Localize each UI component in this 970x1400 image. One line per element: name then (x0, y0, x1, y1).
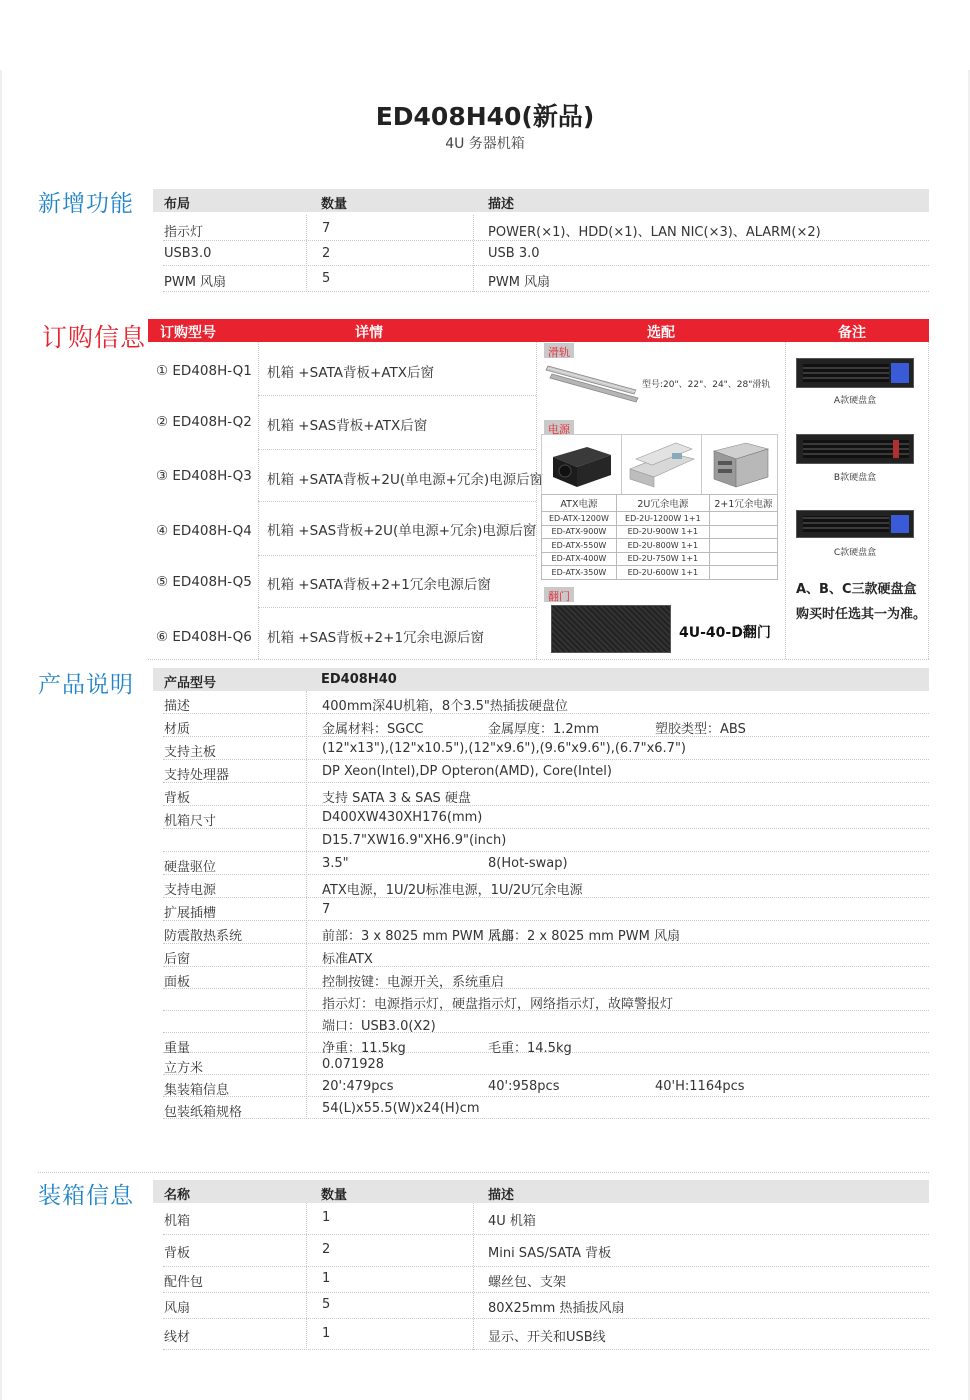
row-divider (258, 449, 536, 450)
table-row (163, 989, 929, 1011)
spec-value: (12"x13"),(12"x10.5"),(12"x9.6"),(9.6"x9.6"),(6.7"x6.7") (322, 741, 686, 756)
spec-label: 集装箱信息 (164, 1083, 230, 1098)
packing-table-header (153, 1180, 929, 1203)
spec-label: 材质 (164, 722, 191, 737)
table-row (163, 1235, 929, 1267)
drive-box-a-caption: A款硬盘盒 (833, 396, 877, 406)
column-divider (536, 342, 537, 659)
column-divider (473, 215, 474, 292)
spec-value: DP Xeon(Intel),DP Opteron(AMD), Core(Intel) (322, 764, 612, 779)
psu-cell: ED-ATX-550W (542, 539, 617, 553)
order-model-detail: 机箱 +SAS背板+2+1冗余电源后窗 (267, 630, 485, 646)
spec-value: 54(L)x55.5(W)x24(H)cm (322, 1101, 480, 1116)
atx-psu-image (547, 441, 615, 491)
column-divider (928, 342, 929, 659)
packing-cell: 2 (322, 1242, 331, 1257)
spec-value: 后部：2 x 8025 mm PWM 风扇 (488, 929, 680, 944)
rail-note: 型号:20"、22"、24"、28"滑轨 (642, 380, 771, 390)
table-row (542, 566, 778, 580)
row-divider (148, 659, 929, 660)
spec-value: 40':958pcs (488, 1079, 560, 1094)
features-cell: USB 3.0 (488, 246, 540, 261)
spec-value: 20':479pcs (322, 1079, 394, 1094)
table-row (163, 967, 929, 989)
order-section-title: 订购信息 (42, 323, 147, 352)
table-row (163, 898, 929, 921)
order-model-code: ② ED408H-Q2 (156, 414, 252, 430)
product-section-title: 产品说明 (38, 672, 134, 698)
table-row (542, 525, 778, 539)
spec-label: 立方米 (164, 1061, 204, 1076)
table-row (163, 852, 929, 875)
table-row (542, 552, 778, 566)
psu-cell (709, 512, 777, 526)
table-row (163, 806, 929, 829)
packing-cell: 螺丝包、支架 (488, 1275, 567, 1290)
psu-cell: ED-ATX-900W (542, 525, 617, 539)
psu-cell (709, 552, 777, 566)
packing-cell: 80X25mm 热插拔风扇 (488, 1301, 625, 1316)
psu-header-atx: ATX电源 (542, 495, 617, 512)
spec-value: 3.5" (322, 856, 349, 871)
spec-value: 金属厚度：1.2mm (488, 722, 600, 737)
psu-header-2u: 2U冗余电源 (616, 495, 709, 512)
packing-col-qty: 数量 (321, 1188, 348, 1203)
packing-cell: 背板 (164, 1246, 191, 1261)
order-model-code: ⑥ ED408H-Q6 (156, 629, 252, 645)
page-subtitle: 4U 务器机箱 (445, 136, 525, 152)
product-table-header (153, 668, 929, 691)
packing-col-name: 名称 (164, 1188, 191, 1203)
spec-label: 支持处理器 (164, 768, 230, 783)
spec-value: 前部：3 x 8025 mm PWM 风扇 (322, 929, 514, 944)
spec-value: 7 (322, 902, 331, 917)
packing-cell: 5 (322, 1297, 331, 1312)
psu-cell (709, 566, 777, 580)
spec-label: 扩展插槽 (164, 906, 217, 921)
table-row (163, 215, 929, 241)
features-cell: 7 (322, 221, 331, 236)
door-image (551, 605, 671, 653)
spec-value: 标准ATX (322, 952, 373, 967)
packing-cell: 风扇 (164, 1301, 191, 1316)
table-row (163, 1203, 929, 1235)
spec-value: D400XW430XH176(mm) (322, 810, 483, 825)
spec-value: 0.071928 (322, 1057, 385, 1072)
door-tag: 翻门 (544, 587, 574, 602)
table-row (163, 1293, 929, 1319)
spec-label: 硬盘驱位 (164, 860, 217, 875)
spec-label: 重量 (164, 1041, 191, 1056)
door-label: 4U-40-D翻门 (679, 625, 771, 641)
row-divider (258, 555, 536, 556)
features-section-title: 新增功能 (38, 191, 134, 217)
section-divider (38, 1172, 929, 1173)
remark-note-line1: A、B、C三款硬盘盒 (796, 582, 917, 597)
psu-cell: ED-2U-600W 1+1 (616, 566, 709, 580)
order-model-detail: 机箱 +SAS背板+ATX后窗 (267, 418, 428, 434)
spec-value: 净重：11.5kg (322, 1041, 406, 1056)
order-model-code: ⑤ ED408H-Q5 (156, 574, 252, 590)
drive-box-c-image (796, 510, 914, 538)
packing-cell: 线材 (164, 1330, 191, 1345)
psu-cell: ED-2U-750W 1+1 (616, 552, 709, 566)
table-row (163, 714, 929, 737)
drive-box-a-image (796, 358, 914, 388)
spec-value: ATX电源，1U/2U标准电源，1U/2U冗余电源 (322, 883, 583, 898)
spec-value: 塑胶类型：ABS (655, 722, 746, 737)
packing-section-title: 装箱信息 (38, 1183, 134, 1209)
table-row (542, 512, 778, 526)
spec-label: 描述 (164, 699, 191, 714)
psu-table-header (542, 495, 778, 512)
order-model-code: ③ ED408H-Q3 (156, 468, 252, 484)
packing-cell: 配件包 (164, 1275, 204, 1290)
table-row (163, 1033, 929, 1056)
psu-cell: ED-ATX-400W (542, 552, 617, 566)
table-row (163, 921, 929, 944)
order-model-detail: 机箱 +SAS背板+2U(单电源+冗余)电源后窗 (267, 523, 537, 539)
packing-cell: 显示、开关和USB线 (488, 1330, 606, 1345)
spec-label: 防震散热系统 (164, 929, 243, 944)
psu-cell: ED-2U-1200W 1+1 (616, 512, 709, 526)
row-divider (258, 501, 536, 502)
spec-label: 机箱尺寸 (164, 814, 217, 829)
table-row (163, 241, 929, 266)
spec-value: 控制按键：电源开关，系统重启 (322, 975, 505, 990)
column-divider (306, 691, 307, 1119)
column-divider (306, 1203, 307, 1350)
order-col-detail: 详情 (355, 325, 383, 341)
packing-cell: Mini SAS/SATA 背板 (488, 1246, 612, 1261)
spec-label: 背板 (164, 791, 191, 806)
table-row (163, 1053, 929, 1075)
psu-header-2plus1: 2+1冗余电源 (709, 495, 777, 512)
spec-value: 支持 SATA 3 & SAS 硬盘 (322, 791, 471, 806)
spec-value: 端口：USB3.0(X2) (322, 1019, 436, 1034)
features-col-desc: 描述 (488, 197, 515, 212)
row-divider (258, 607, 536, 608)
table-row (163, 1097, 929, 1119)
order-table-header (148, 319, 929, 342)
product-model-label: 产品型号 (164, 676, 217, 691)
page-title: ED408H40(新品) (375, 102, 595, 131)
rail-tag: 滑轨 (544, 343, 574, 358)
table-row (163, 737, 929, 760)
psu-cell: ED-ATX-1200W (542, 512, 617, 526)
table-row (163, 760, 929, 783)
features-table-header (153, 189, 929, 212)
spec-value: 400mm深4U机箱，8个3.5"热插拔硬盘位 (322, 699, 568, 714)
spec-value: 指示灯：电源指示灯，硬盘指示灯，网络指示灯，故障警报灯 (322, 997, 674, 1012)
spec-label: 支持主板 (164, 745, 217, 760)
features-cell: 2 (322, 246, 331, 261)
spec-label: 支持电源 (164, 883, 217, 898)
psu-cell: ED-ATX-350W (542, 566, 617, 580)
features-col-layout: 布局 (164, 197, 191, 212)
features-cell: POWER(×1)、HDD(×1)、LAN NIC(×3)、ALARM(×2) (488, 225, 821, 240)
order-model-detail: 机箱 +SATA背板+2+1冗余电源后窗 (267, 577, 491, 593)
spec-value: D15.7"XW16.9"XH6.9"(inch) (322, 833, 507, 848)
packing-cell: 4U 机箱 (488, 1214, 536, 1229)
product-model-value: ED408H40 (321, 672, 397, 687)
table-row (163, 944, 929, 967)
order-col-model: 订购型号 (160, 325, 216, 341)
table-row (163, 266, 929, 292)
table-row (163, 691, 929, 714)
table-row (163, 875, 929, 898)
drive-box-b-image (796, 434, 914, 464)
packing-cell: 机箱 (164, 1214, 191, 1229)
rail-image (544, 360, 640, 406)
features-col-qty: 数量 (321, 197, 348, 212)
table-row (163, 1075, 929, 1097)
table-row (163, 1011, 929, 1033)
packing-cell: 1 (322, 1210, 331, 1225)
psu-cell: ED-2U-900W 1+1 (616, 525, 709, 539)
packing-col-desc: 描述 (488, 1188, 515, 1203)
order-model-detail: 机箱 +SATA背板+2U(单电源+冗余)电源后窗 (267, 472, 544, 488)
remark-note-line2: 购买时任选其一为准。 (796, 607, 927, 622)
column-divider (306, 215, 307, 292)
redundant-psu-image (706, 439, 774, 493)
table-row (163, 783, 929, 806)
left-edge (0, 70, 2, 1400)
2u-psu-image (626, 439, 698, 493)
packing-cell: 1 (322, 1271, 331, 1286)
order-model-code: ④ ED408H-Q4 (156, 523, 252, 539)
table-row (163, 1267, 929, 1293)
spec-label: 后窗 (164, 952, 191, 967)
order-col-remarks: 备注 (838, 325, 866, 341)
table-row (163, 829, 929, 852)
order-model-detail: 机箱 +SATA背板+ATX后窗 (267, 365, 435, 381)
column-divider (785, 342, 786, 659)
column-divider (473, 1203, 474, 1350)
spec-label: 包装纸箱规格 (164, 1105, 243, 1120)
features-cell: 5 (322, 271, 331, 286)
table-row (163, 1319, 929, 1350)
psu-images (541, 434, 778, 495)
psu-cell: ED-2U-800W 1+1 (616, 539, 709, 553)
features-cell: PWM 风扇 (488, 275, 551, 290)
psu-table (541, 494, 778, 580)
spec-value: 金属材料：SGCC (322, 722, 424, 737)
psu-cell (709, 539, 777, 553)
table-row (542, 539, 778, 553)
row-divider (258, 395, 536, 396)
packing-cell: 1 (322, 1326, 331, 1341)
drive-box-c-caption: C款硬盘盒 (833, 548, 877, 558)
psu-tag: 电源 (544, 420, 574, 435)
features-cell: 指示灯 (164, 225, 204, 240)
spec-label: 面板 (164, 975, 191, 990)
spec-value: 8(Hot-swap) (488, 856, 568, 871)
psu-cell (709, 525, 777, 539)
features-cell: USB3.0 (164, 246, 212, 261)
spec-value: 毛重：14.5kg (488, 1041, 572, 1056)
spec-value: 40'H:1164pcs (655, 1079, 745, 1094)
order-col-options: 选配 (647, 325, 675, 341)
drive-box-b-caption: B款硬盘盒 (833, 473, 877, 483)
features-cell: PWM 风扇 (164, 275, 227, 290)
order-model-code: ① ED408H-Q1 (156, 363, 252, 379)
